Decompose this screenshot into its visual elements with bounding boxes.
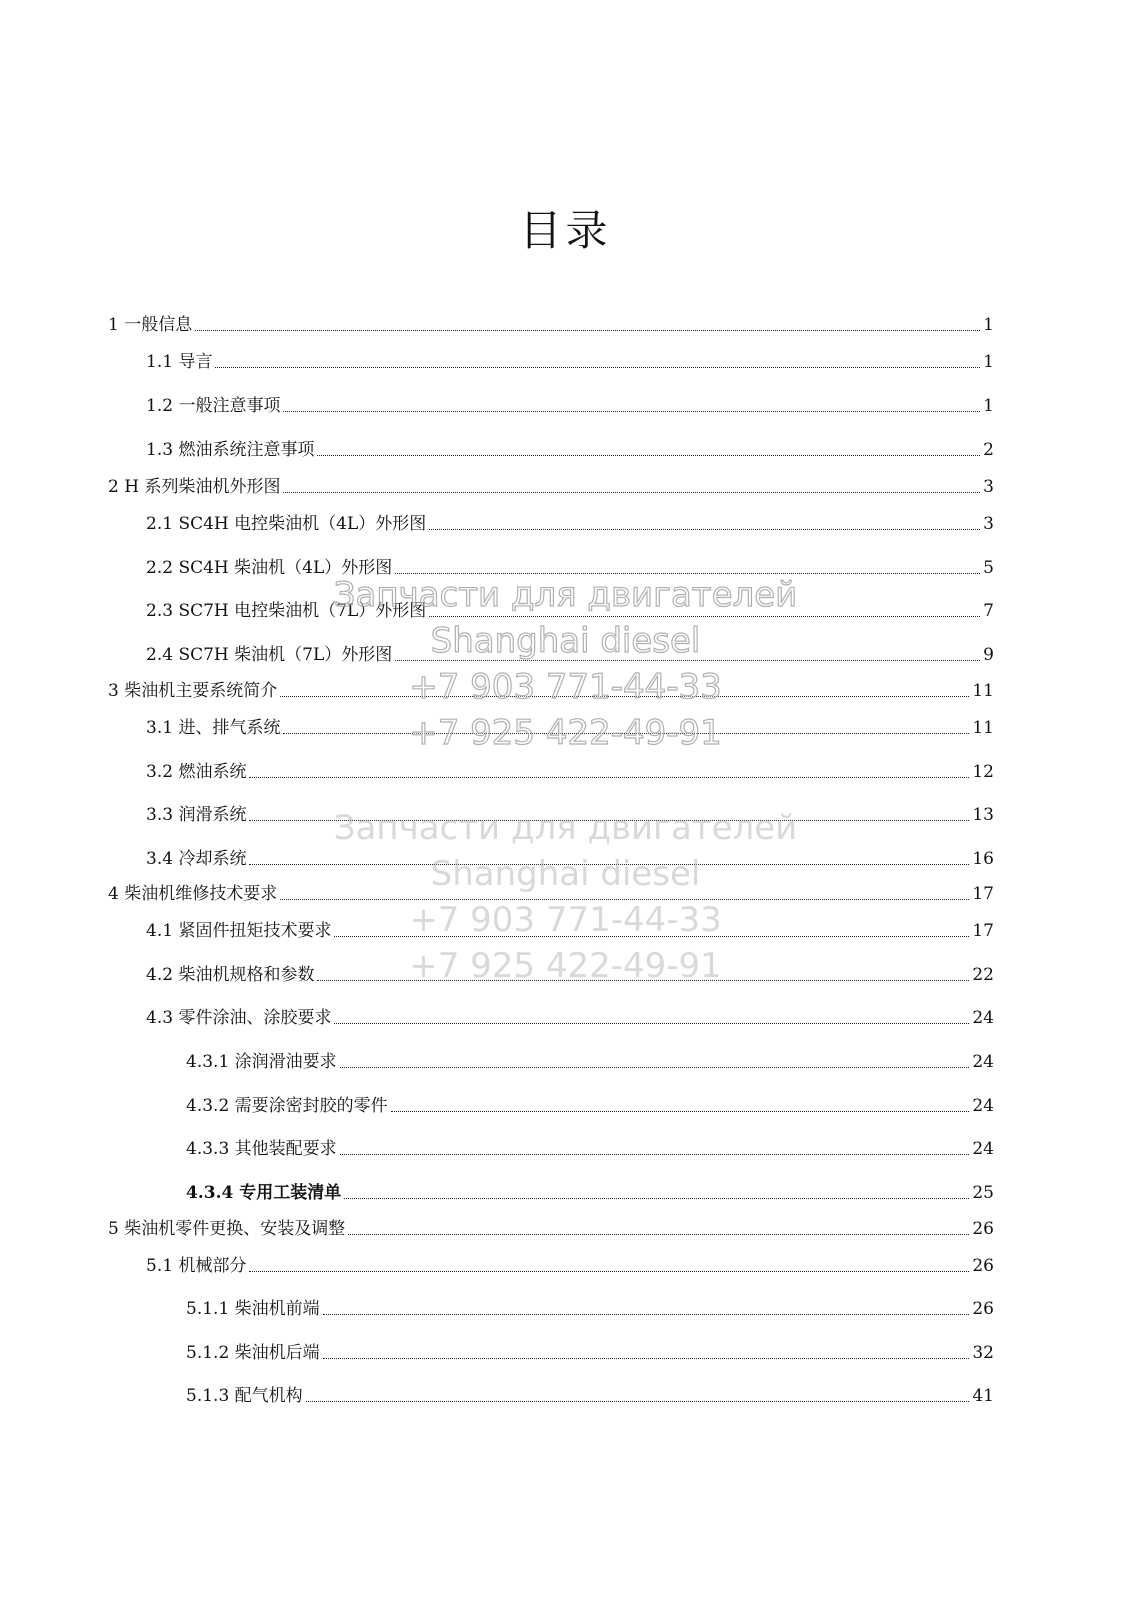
toc-entry[interactable] — [0, 1381, 1131, 1407]
toc-entry-page: 32 — [972, 1343, 994, 1363]
leader-dots — [280, 899, 969, 900]
toc-entry-page: 22 — [972, 965, 994, 985]
toc-entry-label: 2.2 SC4H 柴油机（4L）外形图 — [146, 558, 393, 578]
toc-entry-label: 1.3 燃油系统注意事项 — [146, 440, 315, 460]
watermark-line: Shanghai diesel — [430, 621, 701, 661]
toc-entry[interactable] — [0, 879, 1131, 905]
leader-dots — [323, 1358, 970, 1359]
toc-entry-label: 1.1 导言 — [146, 352, 213, 372]
leader-dots — [306, 1401, 970, 1402]
toc-entry-label: 4.1 紧固件扭矩技术要求 — [146, 921, 332, 941]
toc-entry[interactable] — [0, 472, 1131, 498]
toc-entry[interactable] — [0, 553, 1131, 579]
toc-entry-label: 4.3 零件涂油、涂胶要求 — [146, 1008, 332, 1028]
leader-dots — [215, 367, 980, 368]
toc-entry[interactable] — [0, 676, 1131, 702]
toc-entry[interactable] — [0, 391, 1131, 417]
toc-entry-page: 26 — [972, 1299, 994, 1319]
watermark-line: +7 903 771-44-33 — [409, 667, 722, 707]
toc-entry[interactable] — [0, 1214, 1131, 1240]
toc-entry[interactable] — [0, 1047, 1131, 1073]
toc-entry-page: 3 — [983, 477, 994, 497]
leader-dots — [340, 1154, 970, 1155]
toc-entry-label: 5.1.3 配气机构 — [186, 1386, 303, 1406]
leader-dots — [344, 1198, 969, 1199]
leader-dots — [323, 1314, 970, 1315]
toc-entry[interactable] — [0, 800, 1131, 826]
leader-dots — [280, 696, 969, 697]
toc-entry-page: 17 — [972, 884, 994, 904]
toc-entry-label: 1.2 一般注意事项 — [146, 396, 281, 416]
toc-entry-page: 9 — [983, 645, 994, 665]
toc-entry-page: 24 — [972, 1008, 994, 1028]
toc-entry[interactable] — [0, 435, 1131, 461]
toc-entry-label: 2.3 SC7H 电控柴油机（7L）外形图 — [146, 601, 427, 621]
toc-entry-page: 5 — [983, 558, 994, 578]
leader-dots — [391, 1111, 970, 1112]
leader-dots — [317, 455, 980, 456]
watermark-line: +7 925 422-49-91 — [409, 946, 722, 986]
toc-entry-label: 3.4 冷却系统 — [146, 849, 247, 869]
leader-dots — [283, 733, 969, 734]
page-title: 目录 — [519, 206, 612, 255]
toc-entry[interactable] — [0, 640, 1131, 666]
toc-entry-page: 2 — [983, 440, 994, 460]
toc-entry-label: 3.3 润滑系统 — [146, 805, 247, 825]
toc-entry[interactable] — [0, 1251, 1131, 1277]
toc-entry-page: 25 — [972, 1183, 994, 1203]
toc-entry-page: 24 — [972, 1052, 994, 1072]
leader-dots — [317, 980, 969, 981]
toc-entry-label: 1 一般信息 — [108, 315, 193, 335]
watermark-line: +7 925 422-49-91 — [409, 713, 722, 753]
toc-entry-page: 26 — [972, 1219, 994, 1239]
leader-dots — [283, 492, 980, 493]
leader-dots — [395, 660, 980, 661]
toc-entry-page: 11 — [972, 681, 994, 701]
leader-dots — [283, 411, 980, 412]
toc-entry-page: 16 — [972, 849, 994, 869]
leader-dots — [340, 1067, 970, 1068]
toc-entry-page: 1 — [983, 352, 994, 372]
toc-entry-page: 3 — [983, 514, 994, 534]
toc-entry[interactable] — [0, 844, 1131, 870]
toc-entry-label: 4 柴油机维修技术要求 — [108, 884, 278, 904]
watermark-line: +7 903 771-44-33 — [409, 900, 722, 940]
toc-entry-label: 4.3.2 需要涂密封胶的零件 — [186, 1096, 388, 1116]
toc-entry-label: 3 柴油机主要系统简介 — [108, 681, 278, 701]
toc-entry-label: 4.3.3 其他装配要求 — [186, 1139, 337, 1159]
leader-dots — [334, 1023, 969, 1024]
leader-dots — [348, 1234, 969, 1235]
toc-entry-page: 41 — [972, 1386, 994, 1406]
toc-entry-label: 5.1 机械部分 — [146, 1256, 247, 1276]
toc-entry[interactable] — [0, 347, 1131, 373]
leader-dots — [395, 573, 980, 574]
toc-entry[interactable] — [0, 757, 1131, 783]
toc-entry-label: 2.1 SC4H 电控柴油机（4L）外形图 — [146, 514, 427, 534]
toc-entry-label: 2.4 SC7H 柴油机（7L）外形图 — [146, 645, 393, 665]
toc-entry[interactable] — [0, 1134, 1131, 1160]
toc-entry-label: 4.2 柴油机规格和参数 — [146, 965, 315, 985]
toc-entry-page: 13 — [972, 805, 994, 825]
watermark-line: Запчасти для двигателей — [333, 808, 798, 848]
watermark-line: Shanghai diesel — [430, 854, 701, 894]
toc-entry-label: 5.1.2 柴油机后端 — [186, 1343, 320, 1363]
toc-entry-label: 3.1 进、排气系统 — [146, 718, 281, 738]
leader-dots — [334, 936, 969, 937]
leader-dots — [249, 777, 969, 778]
toc-entry-page: 26 — [972, 1256, 994, 1276]
toc-entry[interactable] — [0, 1338, 1131, 1364]
toc-entry[interactable] — [0, 1003, 1131, 1029]
toc-entry-page: 17 — [972, 921, 994, 941]
toc-entry-page: 12 — [972, 762, 994, 782]
watermark-line: Запчасти для двигателей — [333, 575, 798, 615]
toc-entry-label: 4.3.1 涂润滑油要求 — [186, 1052, 337, 1072]
toc-entry-page: 1 — [983, 396, 994, 416]
toc-entry-label: 3.2 燃油系统 — [146, 762, 247, 782]
leader-dots — [249, 820, 969, 821]
toc-entry-page: 24 — [972, 1096, 994, 1116]
leader-dots — [429, 529, 980, 530]
toc-entry[interactable] — [0, 1294, 1131, 1320]
toc-entry[interactable] — [0, 960, 1131, 986]
leader-dots — [249, 864, 969, 865]
toc-entry[interactable] — [0, 1178, 1131, 1204]
toc-entry[interactable] — [0, 596, 1131, 622]
toc-entry[interactable] — [0, 713, 1131, 739]
toc-entry[interactable] — [0, 1091, 1131, 1117]
leader-dots — [249, 1271, 969, 1272]
toc-entry-label: 4.3.4 专用工装清单 — [186, 1183, 342, 1203]
toc-entry-page: 1 — [983, 315, 994, 335]
toc-entry-label: 2 H 系列柴油机外形图 — [108, 477, 281, 497]
toc-entry-page: 7 — [983, 601, 994, 621]
toc-entry[interactable] — [0, 916, 1131, 942]
toc-entry-page: 24 — [972, 1139, 994, 1159]
toc-entry[interactable] — [0, 310, 1131, 336]
toc-entry-label: 5.1.1 柴油机前端 — [186, 1299, 320, 1319]
leader-dots — [195, 330, 980, 331]
toc-entry[interactable] — [0, 509, 1131, 535]
toc-entry-label: 5 柴油机零件更换、安装及调整 — [108, 1219, 346, 1239]
leader-dots — [429, 616, 980, 617]
toc-entry-page: 11 — [972, 718, 994, 738]
